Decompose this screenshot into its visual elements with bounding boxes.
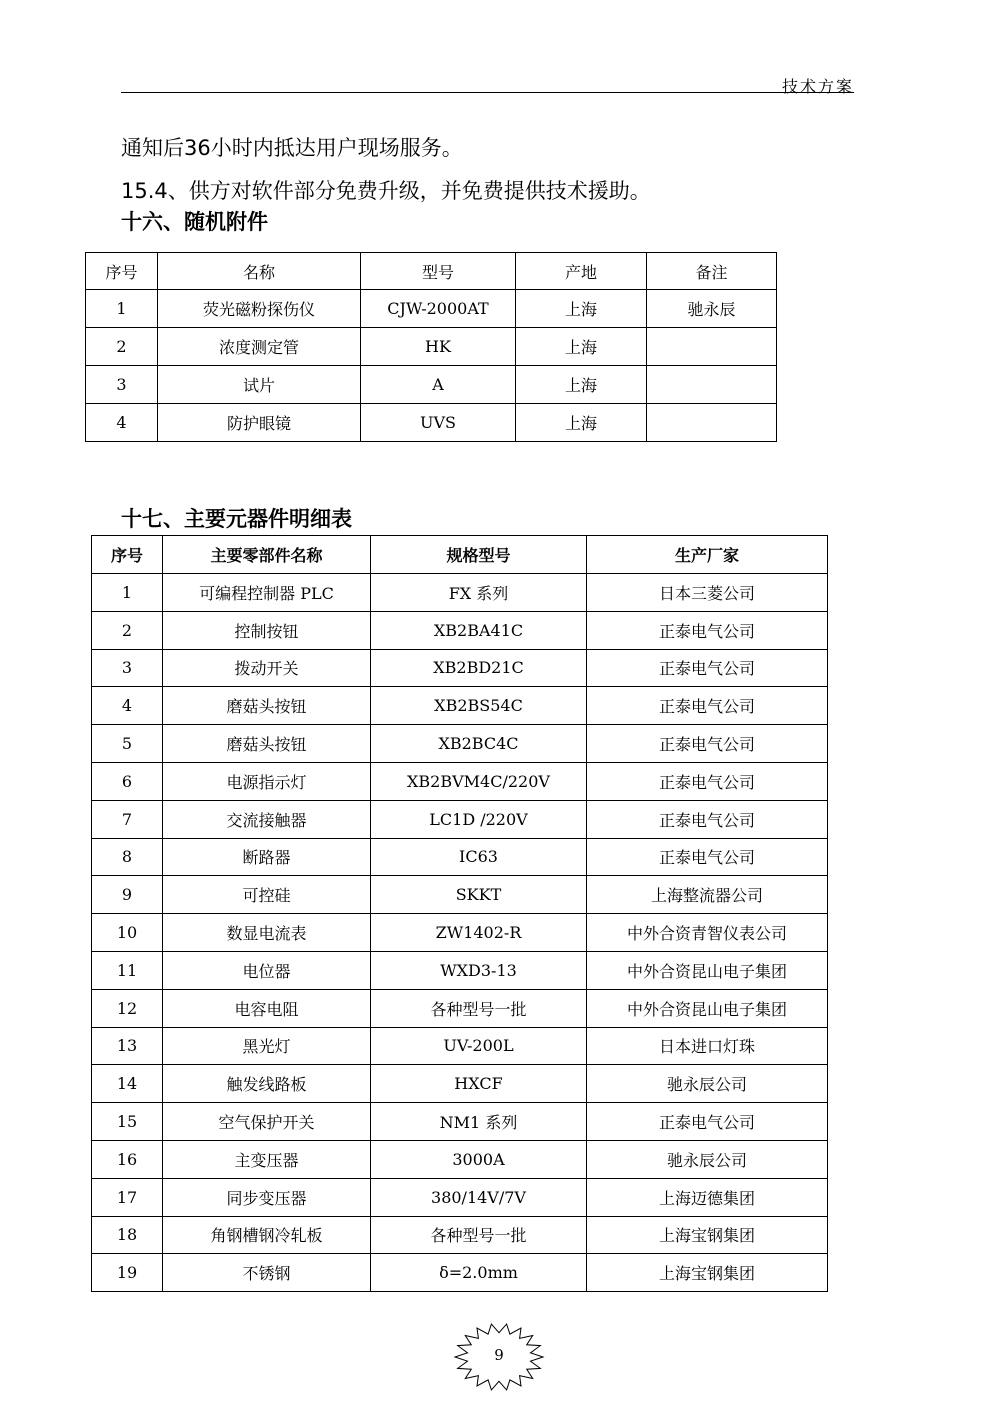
table-cell: 380/14V/7V [371, 1178, 587, 1216]
table-cell: 上海宝钢集团 [587, 1216, 828, 1254]
table-cell: 正泰电气公司 [587, 762, 828, 800]
table-cell: 上海整流器公司 [587, 876, 828, 914]
table-cell: 4 [86, 404, 158, 442]
table-cell: 电容电阻 [163, 989, 371, 1027]
table-cell: 驰永辰 [647, 290, 777, 328]
table-row [92, 989, 828, 1027]
body-line-1: 通知后36小时内抵达用户现场服务。 [121, 136, 463, 160]
table-cell: 15 [92, 1103, 163, 1141]
body-line-2: 15.4、供方对软件部分免费升级，并免费提供技术援助。 [121, 179, 651, 203]
table-cell [647, 404, 777, 442]
table-cell: 1 [92, 574, 163, 612]
table-cell: δ=2.0mm [371, 1254, 587, 1292]
table-cell: 黑光灯 [163, 1027, 371, 1065]
table-cell: 上海迈德集团 [587, 1178, 828, 1216]
table-cell: 3000A [371, 1140, 587, 1178]
table-cell: XB2BVM4C/220V [371, 762, 587, 800]
table-cell: 驰永辰公司 [587, 1065, 828, 1103]
table-row [92, 649, 828, 687]
table-cell: 空气保护开关 [163, 1103, 371, 1141]
accessories-table [85, 252, 777, 442]
table-row [92, 687, 828, 725]
table-cell: 1 [86, 290, 158, 328]
table-cell: 数显电流表 [163, 914, 371, 952]
header-title: 技术方案 [781, 77, 854, 96]
table-cell: 上海 [516, 404, 647, 442]
table-cell: XB2BA41C [371, 611, 587, 649]
table-cell: 中外合资昆山电子集团 [587, 951, 828, 989]
table-row [92, 951, 828, 989]
column-header: 备注 [647, 253, 777, 290]
table-cell: 防护眼镜 [158, 404, 361, 442]
table-cell: WXD3-13 [371, 951, 587, 989]
column-header: 规格型号 [371, 536, 587, 574]
table-cell: LC1D /220V [371, 800, 587, 838]
table-cell: 电位器 [163, 951, 371, 989]
table-cell: 主变压器 [163, 1140, 371, 1178]
table-cell: 可控硅 [163, 876, 371, 914]
table-cell: 19 [92, 1254, 163, 1292]
table-cell: UV-200L [371, 1027, 587, 1065]
table-cell: A [361, 366, 516, 404]
table-row [92, 914, 828, 952]
table-cell: 正泰电气公司 [587, 611, 828, 649]
table-cell: 电源指示灯 [163, 762, 371, 800]
table-cell: 18 [92, 1216, 163, 1254]
table-cell: 荧光磁粉探伤仪 [158, 290, 361, 328]
table-cell: 断路器 [163, 838, 371, 876]
table-cell: 正泰电气公司 [587, 1103, 828, 1141]
table-cell [647, 328, 777, 366]
table-row [92, 1140, 828, 1178]
components-table [91, 535, 828, 1292]
table-cell: 交流接触器 [163, 800, 371, 838]
table-cell: 上海 [516, 366, 647, 404]
table-cell: 各种型号一批 [371, 989, 587, 1027]
column-header: 生产厂家 [587, 536, 828, 574]
table-row [86, 404, 777, 442]
page-number-badge [453, 1322, 545, 1392]
table-cell: 14 [92, 1065, 163, 1103]
table-row [92, 838, 828, 876]
table-cell: SKKT [371, 876, 587, 914]
table-header-row [86, 253, 777, 290]
table-row [92, 725, 828, 763]
header-divider [121, 92, 854, 93]
table-cell: CJW-2000AT [361, 290, 516, 328]
table-row [92, 1254, 828, 1292]
column-header: 主要零部件名称 [163, 536, 371, 574]
table-cell: 浓度测定管 [158, 328, 361, 366]
table-cell: 触发线路板 [163, 1065, 371, 1103]
column-header: 序号 [86, 253, 158, 290]
table-cell: XB2BS54C [371, 687, 587, 725]
table-cell: IC63 [371, 838, 587, 876]
table-row [86, 290, 777, 328]
table-cell: FX 系列 [371, 574, 587, 612]
table-row [92, 611, 828, 649]
table-cell: 日本三菱公司 [587, 574, 828, 612]
table-cell: 3 [86, 366, 158, 404]
table-row [92, 762, 828, 800]
table-header-row [92, 536, 828, 574]
table-cell: 2 [92, 611, 163, 649]
table-row [92, 1065, 828, 1103]
table-cell: 正泰电气公司 [587, 649, 828, 687]
table-cell: 中外合资昆山电子集团 [587, 989, 828, 1027]
table-cell: 8 [92, 838, 163, 876]
table-row [92, 574, 828, 612]
table-row [92, 1178, 828, 1216]
table-row [86, 328, 777, 366]
table-cell: 各种型号一批 [371, 1216, 587, 1254]
table-cell: NM1 系列 [371, 1103, 587, 1141]
table-row [86, 366, 777, 404]
page-number: 9 [494, 1346, 504, 1364]
table-row [92, 876, 828, 914]
table-cell: 可编程控制器 PLC [163, 574, 371, 612]
table-cell: 上海 [516, 290, 647, 328]
table-cell: 磨菇头按钮 [163, 687, 371, 725]
table-cell: 试片 [158, 366, 361, 404]
table-cell: 同步变压器 [163, 1178, 371, 1216]
table-cell: 9 [92, 876, 163, 914]
table-cell: 16 [92, 1140, 163, 1178]
table-cell: 角钢槽钢冷轧板 [163, 1216, 371, 1254]
table-cell: 日本进口灯珠 [587, 1027, 828, 1065]
column-header: 序号 [92, 536, 163, 574]
table-cell: 2 [86, 328, 158, 366]
table-cell: 3 [92, 649, 163, 687]
table-cell: XB2BD21C [371, 649, 587, 687]
table-row [92, 1103, 828, 1141]
table-row [92, 1216, 828, 1254]
table-cell: 6 [92, 762, 163, 800]
table-cell: HXCF [371, 1065, 587, 1103]
table-cell: HK [361, 328, 516, 366]
section16-heading: 十六、随机附件 [121, 209, 268, 234]
table-cell: 7 [92, 800, 163, 838]
table-cell: 17 [92, 1178, 163, 1216]
table-cell: 驰永辰公司 [587, 1140, 828, 1178]
table-cell: 12 [92, 989, 163, 1027]
table-cell: 5 [92, 725, 163, 763]
table-cell: 不锈钢 [163, 1254, 371, 1292]
table-cell: XB2BC4C [371, 725, 587, 763]
table-cell: 13 [92, 1027, 163, 1065]
column-header: 型号 [361, 253, 516, 290]
table-cell: 4 [92, 687, 163, 725]
table-cell: 拨动开关 [163, 649, 371, 687]
table-cell: 控制按钮 [163, 611, 371, 649]
column-header: 产地 [516, 253, 647, 290]
table-cell: 10 [92, 914, 163, 952]
table-cell [647, 366, 777, 404]
table-cell: 上海 [516, 328, 647, 366]
table-cell: 11 [92, 951, 163, 989]
table-cell: ZW1402-R [371, 914, 587, 952]
table-cell: 磨菇头按钮 [163, 725, 371, 763]
table-cell: 正泰电气公司 [587, 725, 828, 763]
table-row [92, 800, 828, 838]
table-cell: 上海宝钢集团 [587, 1254, 828, 1292]
table-cell: 正泰电气公司 [587, 687, 828, 725]
table-cell: 正泰电气公司 [587, 800, 828, 838]
column-header: 名称 [158, 253, 361, 290]
table-row [92, 1027, 828, 1065]
section17-heading: 十七、主要元器件明细表 [121, 506, 352, 531]
table-cell: 中外合资青智仪表公司 [587, 914, 828, 952]
table-cell: 正泰电气公司 [587, 838, 828, 876]
table-cell: UVS [361, 404, 516, 442]
